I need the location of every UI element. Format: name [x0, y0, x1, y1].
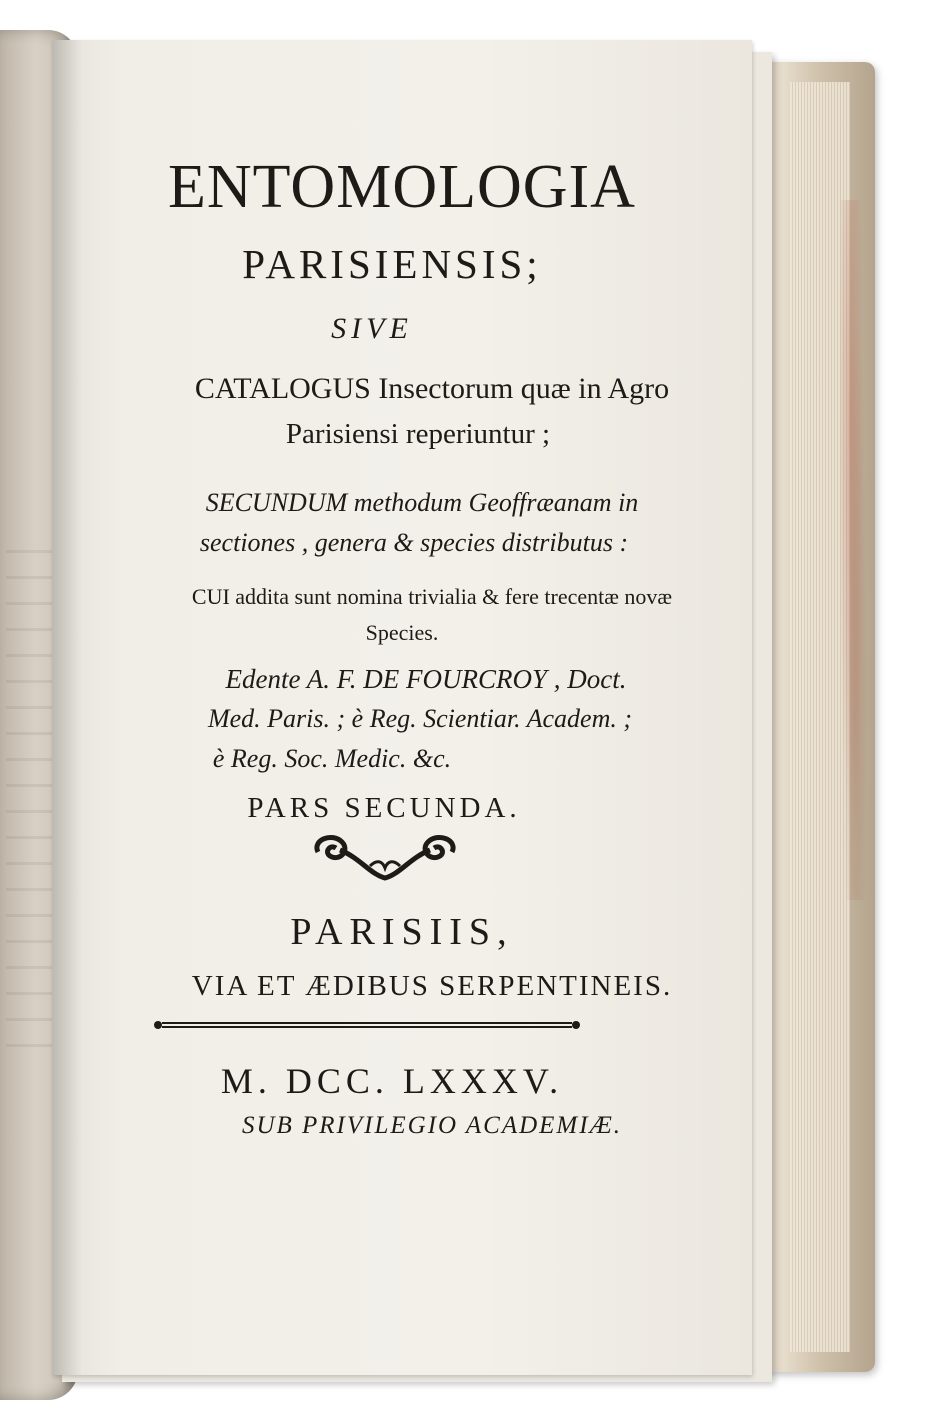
cui-line-2: Species.	[365, 620, 439, 645]
decorative-rule	[152, 1018, 582, 1032]
place-of-publication: PARISIIS,	[290, 911, 514, 953]
title-entomologia: ENTOMOLOGIA	[168, 153, 636, 221]
subtitle-sive: SIVE	[331, 312, 413, 345]
cui-line-1: CUI addita sunt nomina trivialia & fere trecentæ novæ	[191, 584, 673, 609]
title-page	[52, 40, 752, 1375]
secundum-line-2: sectiones , genera & species distributus :	[199, 528, 629, 557]
publication-date: M. DCC. LXXXV.	[220, 1061, 564, 1101]
catalogus-line-1: CATALOGUS Insectorum quæ in Agro	[194, 372, 670, 405]
catalogus-line-2: Parisiensi reperiuntur ;	[285, 418, 551, 450]
volume-part: PARS SECUNDA.	[247, 792, 521, 824]
secundum-line-1: SECUNDUM methodum Geoffræanam in	[205, 488, 639, 517]
gutter-shadow	[52, 40, 82, 1375]
fleuron-ornament-icon	[310, 830, 460, 882]
title-parisiensis: PARISIENSIS;	[242, 241, 542, 287]
editor-line-1: Edente A. F. DE FOURCROY , Doct.	[225, 664, 627, 694]
editor-line-2: Med. Paris. ; è Reg. Scientiar. Academ. ;	[207, 704, 633, 733]
editor-line-3: è Reg. Soc. Medic. &c.	[212, 744, 452, 773]
publisher-line: VIA ET ÆDIBUS SERPENTINEIS.	[191, 970, 673, 1002]
privilege-line: SUB PRIVILEGIO ACADEMIÆ.	[241, 1112, 623, 1139]
marbled-edge	[840, 200, 866, 900]
